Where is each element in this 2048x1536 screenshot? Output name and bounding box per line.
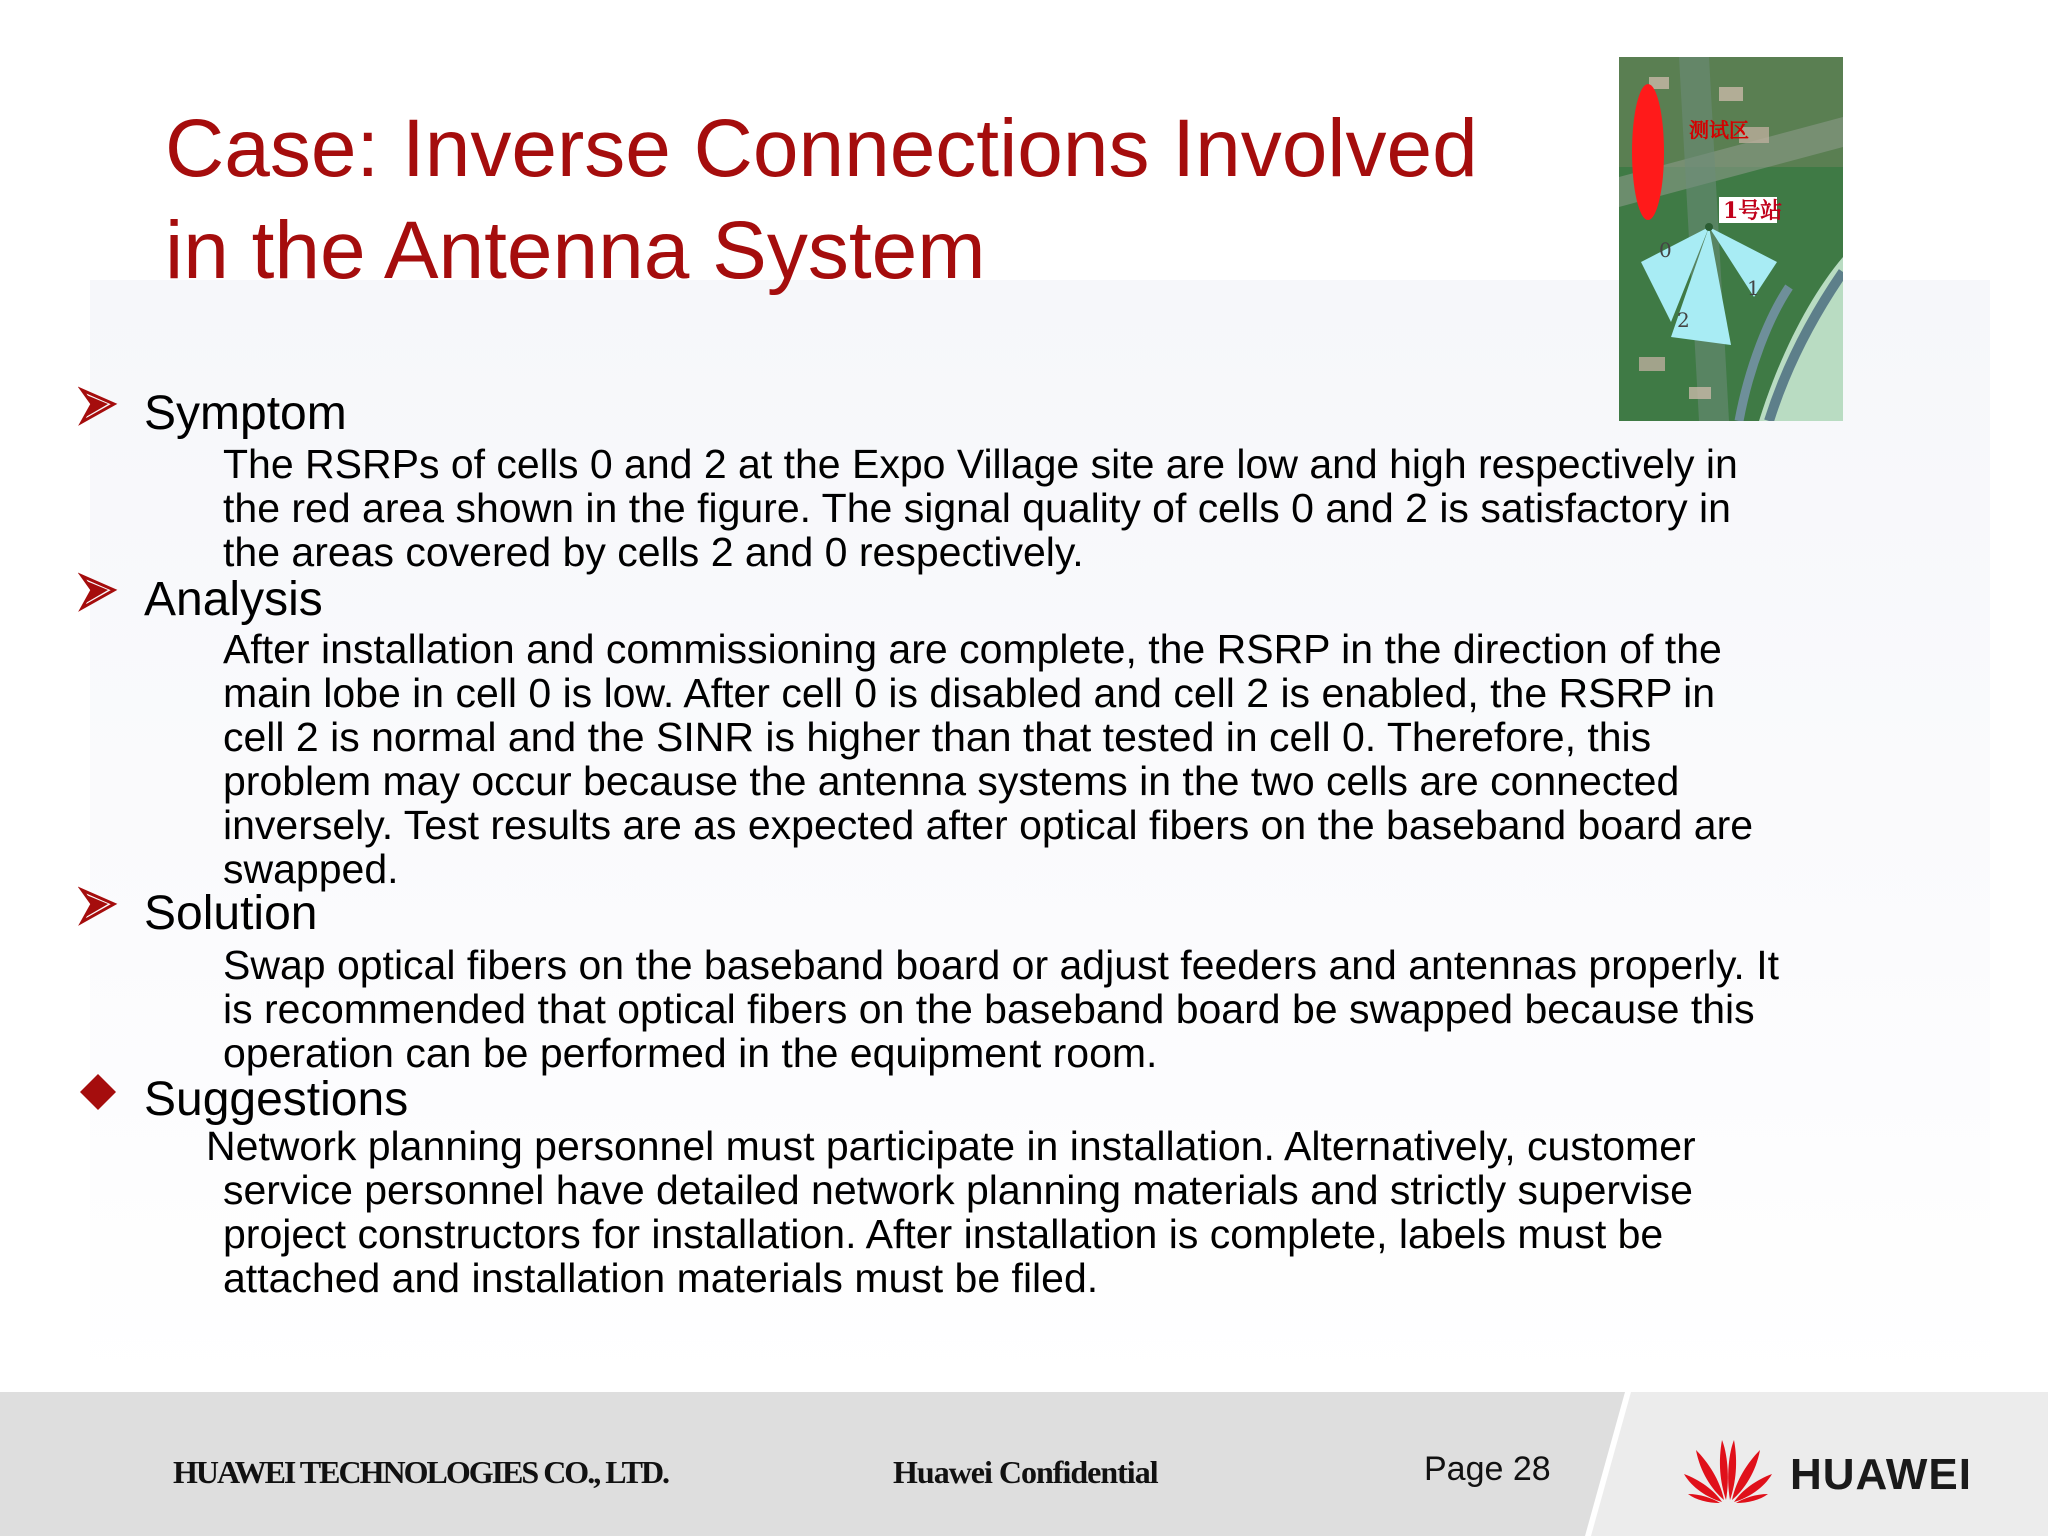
diamond-bullet-icon — [78, 1072, 118, 1112]
body-line: swapped. — [223, 846, 399, 892]
body-line: main lobe in cell 0 is low. After cell 0 is disabled and cell 2 is enabled, the RSRP in — [223, 670, 1716, 716]
map-site-label: 1号站 — [1723, 198, 1783, 224]
section-body — [223, 627, 1983, 891]
arrow-bullet-icon — [78, 386, 118, 426]
coverage-map-svg — [1619, 57, 1843, 421]
title-line-1: Case: Inverse Connections Involved — [165, 103, 1478, 194]
page-number: Page 28 — [1424, 1450, 1551, 1488]
body-line: After installation and commissioning are complete, the RSRP in the direction of the — [223, 626, 1722, 672]
section-heading: Suggestions — [144, 1073, 409, 1126]
body-line: problem may occur because the antenna systems in the two cells are connected — [223, 758, 1680, 804]
coverage-map-image — [1619, 57, 1843, 421]
slide-title — [165, 98, 1565, 302]
body-line: inversely. Test results are as expected after optical fibers on the baseband board are — [223, 802, 1754, 848]
body-line: Network planning personnel must participate in installation. Alternatively, customer — [206, 1123, 1696, 1169]
section-heading: Symptom — [144, 387, 347, 440]
section-body — [223, 442, 1983, 574]
body-line: the areas covered by cells 2 and 0 respectively. — [223, 529, 1084, 575]
section-body — [206, 1123, 1983, 1301]
section-heading: Solution — [144, 887, 318, 940]
map-cell-1-label: 1 — [1747, 276, 1760, 300]
footer-company: HUAWEI TECHNOLOGIES CO., LTD. — [173, 1454, 669, 1490]
section-heading: Analysis — [144, 573, 323, 626]
huawei-logo-icon — [1680, 1432, 1776, 1504]
body-line: The RSRPs of cells 0 and 2 at the Expo Village site are low and high respectively in — [223, 441, 1738, 487]
body-line: the red area shown in the figure. The signal quality of cells 0 and 2 is satisfactory in — [223, 485, 1731, 531]
body-line: is recommended that optical fibers on the baseband board be swapped because this — [223, 986, 1755, 1032]
map-cell-2-label: 2 — [1677, 308, 1690, 332]
footer-confidential: Huawei Confidential — [893, 1454, 1158, 1490]
title-line-2: in the Antenna System — [165, 205, 986, 296]
body-line: Swap optical fibers on the baseband board or adjust feeders and antennas properly. It — [223, 942, 1779, 988]
arrow-bullet-icon — [78, 886, 118, 926]
huawei-logo-text: HUAWEI — [1790, 1450, 1972, 1499]
map-cell-0-label: 0 — [1659, 238, 1672, 262]
map-test-label: 测试区 — [1689, 118, 1749, 142]
body-line: cell 2 is normal and the SINR is higher than that tested in cell 0. Therefore, this — [223, 714, 1652, 760]
body-line: attached and installation materials must be filed. — [223, 1255, 1099, 1301]
body-line: operation can be performed in the equipment room. — [223, 1030, 1158, 1076]
section-body — [223, 943, 1983, 1075]
arrow-bullet-icon — [78, 572, 118, 612]
body-line: project constructors for installation. After installation is complete, labels must be — [223, 1211, 1664, 1257]
footer-divider — [1585, 1392, 1631, 1536]
body-line: service personnel have detailed network planning materials and strictly supervise — [223, 1167, 1693, 1213]
